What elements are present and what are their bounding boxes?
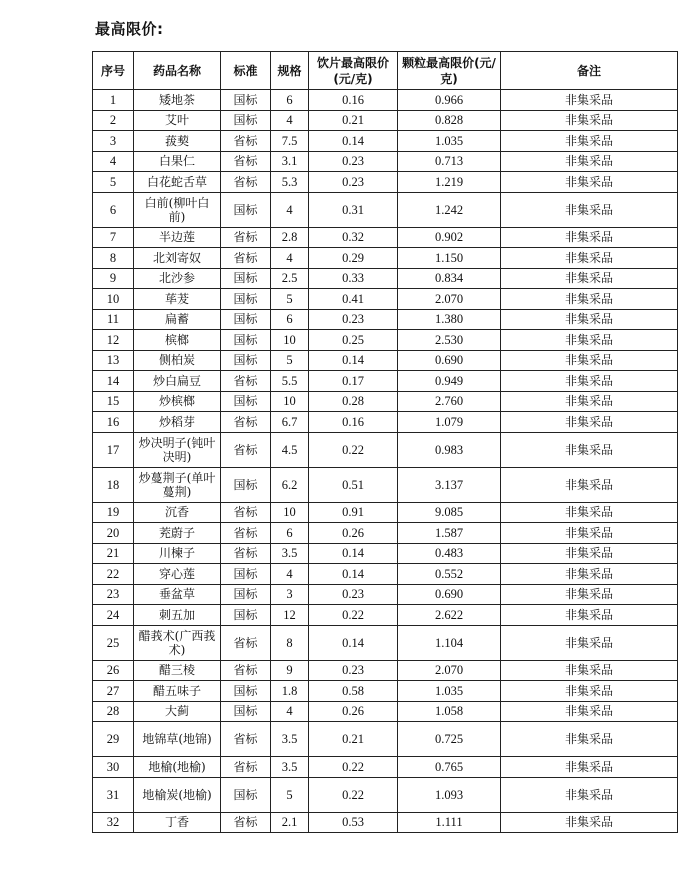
cell-standard: 省标 bbox=[221, 131, 271, 152]
table-row bbox=[93, 330, 678, 351]
table-row bbox=[93, 812, 678, 833]
cell-piece-price: 0.22 bbox=[309, 757, 398, 778]
cell-note: 非集采品 bbox=[501, 268, 678, 289]
table-row bbox=[93, 371, 678, 392]
cell-no: 10 bbox=[93, 289, 134, 310]
cell-standard: 国标 bbox=[221, 289, 271, 310]
cell-piece-price: 0.22 bbox=[309, 432, 398, 467]
cell-no: 26 bbox=[93, 660, 134, 681]
cell-name: 北沙参 bbox=[134, 268, 221, 289]
cell-piece-price: 0.16 bbox=[309, 90, 398, 111]
cell-name-text: 白前(柳叶白前) bbox=[144, 195, 210, 224]
cell-spec: 5 bbox=[271, 350, 309, 371]
cell-granule-price: 0.725 bbox=[398, 722, 501, 757]
cell-note: 非集采品 bbox=[501, 812, 678, 833]
cell-standard: 省标 bbox=[221, 543, 271, 564]
cell-name-text: 炒蔓荆子(单叶蔓荆) bbox=[138, 470, 216, 499]
cell-name: 北刘寄奴 bbox=[134, 248, 221, 269]
cell-name bbox=[134, 192, 221, 227]
cell-spec: 6.7 bbox=[271, 412, 309, 433]
table-row bbox=[93, 90, 678, 111]
cell-standard: 省标 bbox=[221, 371, 271, 392]
cell-standard: 国标 bbox=[221, 681, 271, 702]
cell-granule-price: 0.966 bbox=[398, 90, 501, 111]
cell-spec: 4 bbox=[271, 192, 309, 227]
cell-name: 大蓟 bbox=[134, 701, 221, 722]
cell-piece-price: 0.23 bbox=[309, 309, 398, 330]
cell-granule-price: 0.902 bbox=[398, 227, 501, 248]
cell-spec: 4 bbox=[271, 248, 309, 269]
cell-no: 20 bbox=[93, 523, 134, 544]
page-heading: 最高限价: bbox=[95, 20, 164, 38]
cell-no: 24 bbox=[93, 605, 134, 626]
cell-name: 扁蓄 bbox=[134, 309, 221, 330]
cell-standard: 国标 bbox=[221, 467, 271, 502]
header-note: 备注 bbox=[501, 52, 678, 90]
table-row bbox=[93, 467, 678, 502]
cell-spec: 8 bbox=[271, 625, 309, 660]
cell-piece-price: 0.28 bbox=[309, 391, 398, 412]
cell-no: 4 bbox=[93, 151, 134, 172]
cell-granule-price: 1.035 bbox=[398, 131, 501, 152]
cell-standard: 国标 bbox=[221, 330, 271, 351]
cell-spec: 2.1 bbox=[271, 812, 309, 833]
cell-granule-price: 1.035 bbox=[398, 681, 501, 702]
cell-piece-price: 0.33 bbox=[309, 268, 398, 289]
cell-piece-price: 0.22 bbox=[309, 605, 398, 626]
cell-name: 白花蛇舌草 bbox=[134, 172, 221, 193]
cell-spec: 10 bbox=[271, 330, 309, 351]
cell-no: 12 bbox=[93, 330, 134, 351]
cell-spec: 5 bbox=[271, 289, 309, 310]
cell-note: 非集采品 bbox=[501, 350, 678, 371]
cell-note: 非集采品 bbox=[501, 757, 678, 778]
cell-granule-price: 1.093 bbox=[398, 777, 501, 812]
cell-name: 炒稻芽 bbox=[134, 412, 221, 433]
cell-note: 非集采品 bbox=[501, 543, 678, 564]
table-row bbox=[93, 172, 678, 193]
cell-note: 非集采品 bbox=[501, 584, 678, 605]
cell-no: 17 bbox=[93, 432, 134, 467]
cell-name: 半边莲 bbox=[134, 227, 221, 248]
cell-note: 非集采品 bbox=[501, 192, 678, 227]
cell-no: 23 bbox=[93, 584, 134, 605]
cell-no: 3 bbox=[93, 131, 134, 152]
cell-standard: 国标 bbox=[221, 110, 271, 131]
cell-no: 5 bbox=[93, 172, 134, 193]
table-row bbox=[93, 391, 678, 412]
cell-spec: 3.5 bbox=[271, 543, 309, 564]
cell-standard: 省标 bbox=[221, 502, 271, 523]
cell-note: 非集采品 bbox=[501, 467, 678, 502]
cell-standard: 国标 bbox=[221, 605, 271, 626]
cell-note: 非集采品 bbox=[501, 777, 678, 812]
cell-no: 11 bbox=[93, 309, 134, 330]
cell-standard: 国标 bbox=[221, 350, 271, 371]
cell-note: 非集采品 bbox=[501, 412, 678, 433]
cell-spec: 3.1 bbox=[271, 151, 309, 172]
cell-no: 18 bbox=[93, 467, 134, 502]
table-row bbox=[93, 523, 678, 544]
cell-piece-price: 0.23 bbox=[309, 660, 398, 681]
table-row bbox=[93, 502, 678, 523]
cell-name: 地榆(地榆) bbox=[134, 757, 221, 778]
cell-standard: 省标 bbox=[221, 722, 271, 757]
cell-spec: 9 bbox=[271, 660, 309, 681]
cell-granule-price: 9.085 bbox=[398, 502, 501, 523]
cell-granule-price: 1.150 bbox=[398, 248, 501, 269]
cell-note: 非集采品 bbox=[501, 289, 678, 310]
table-row bbox=[93, 309, 678, 330]
cell-granule-price: 2.760 bbox=[398, 391, 501, 412]
cell-granule-price: 2.070 bbox=[398, 660, 501, 681]
cell-piece-price: 0.22 bbox=[309, 777, 398, 812]
cell-note: 非集采品 bbox=[501, 660, 678, 681]
cell-piece-price: 0.41 bbox=[309, 289, 398, 310]
cell-name: 刺五加 bbox=[134, 605, 221, 626]
cell-standard: 省标 bbox=[221, 523, 271, 544]
table-row bbox=[93, 432, 678, 467]
header-no: 序号 bbox=[93, 52, 134, 90]
cell-piece-price: 0.23 bbox=[309, 172, 398, 193]
cell-granule-price: 1.079 bbox=[398, 412, 501, 433]
table-body bbox=[93, 90, 678, 833]
cell-name: 菝葜 bbox=[134, 131, 221, 152]
cell-note: 非集采品 bbox=[501, 564, 678, 585]
cell-standard: 国标 bbox=[221, 564, 271, 585]
cell-granule-price: 0.834 bbox=[398, 268, 501, 289]
cell-piece-price: 0.14 bbox=[309, 543, 398, 564]
header-name: 药品名称 bbox=[134, 52, 221, 90]
header-piece-price: 饮片最高限价(元/克) bbox=[309, 52, 398, 90]
cell-no: 6 bbox=[93, 192, 134, 227]
cell-name: 荜茇 bbox=[134, 289, 221, 310]
cell-no: 31 bbox=[93, 777, 134, 812]
table-row bbox=[93, 701, 678, 722]
table-row bbox=[93, 192, 678, 227]
cell-granule-price: 1.111 bbox=[398, 812, 501, 833]
cell-note: 非集采品 bbox=[501, 131, 678, 152]
cell-piece-price: 0.14 bbox=[309, 350, 398, 371]
cell-note: 非集采品 bbox=[501, 371, 678, 392]
cell-standard: 省标 bbox=[221, 432, 271, 467]
cell-note: 非集采品 bbox=[501, 605, 678, 626]
cell-standard: 国标 bbox=[221, 391, 271, 412]
cell-no: 25 bbox=[93, 625, 134, 660]
cell-no: 14 bbox=[93, 371, 134, 392]
cell-name: 茺蔚子 bbox=[134, 523, 221, 544]
cell-granule-price: 1.219 bbox=[398, 172, 501, 193]
cell-standard: 省标 bbox=[221, 248, 271, 269]
cell-no: 27 bbox=[93, 681, 134, 702]
cell-spec: 10 bbox=[271, 502, 309, 523]
table-row bbox=[93, 350, 678, 371]
cell-granule-price: 1.104 bbox=[398, 625, 501, 660]
cell-standard: 省标 bbox=[221, 757, 271, 778]
table-row bbox=[93, 777, 678, 812]
cell-note: 非集采品 bbox=[501, 722, 678, 757]
cell-note: 非集采品 bbox=[501, 110, 678, 131]
table-row bbox=[93, 412, 678, 433]
cell-standard: 国标 bbox=[221, 90, 271, 111]
cell-standard: 省标 bbox=[221, 151, 271, 172]
cell-name: 炒白扁豆 bbox=[134, 371, 221, 392]
cell-no: 13 bbox=[93, 350, 134, 371]
cell-note: 非集采品 bbox=[501, 151, 678, 172]
cell-spec: 1.8 bbox=[271, 681, 309, 702]
cell-note: 非集采品 bbox=[501, 248, 678, 269]
table-row bbox=[93, 625, 678, 660]
cell-spec: 3 bbox=[271, 584, 309, 605]
cell-spec: 10 bbox=[271, 391, 309, 412]
cell-spec: 5 bbox=[271, 777, 309, 812]
cell-spec: 2.8 bbox=[271, 227, 309, 248]
table-row bbox=[93, 110, 678, 131]
cell-note: 非集采品 bbox=[501, 330, 678, 351]
table-row bbox=[93, 681, 678, 702]
cell-spec: 7.5 bbox=[271, 131, 309, 152]
table-row bbox=[93, 268, 678, 289]
cell-name-text: 地榆炭(地榆) bbox=[142, 787, 212, 802]
cell-note: 非集采品 bbox=[501, 625, 678, 660]
cell-piece-price: 0.16 bbox=[309, 412, 398, 433]
cell-name: 丁香 bbox=[134, 812, 221, 833]
cell-spec: 5.3 bbox=[271, 172, 309, 193]
cell-piece-price: 0.23 bbox=[309, 584, 398, 605]
cell-name: 槟榔 bbox=[134, 330, 221, 351]
cell-spec: 4 bbox=[271, 110, 309, 131]
cell-granule-price: 2.530 bbox=[398, 330, 501, 351]
cell-name: 白果仁 bbox=[134, 151, 221, 172]
cell-piece-price: 0.17 bbox=[309, 371, 398, 392]
cell-piece-price: 0.23 bbox=[309, 151, 398, 172]
cell-no: 28 bbox=[93, 701, 134, 722]
cell-piece-price: 0.51 bbox=[309, 467, 398, 502]
cell-standard: 省标 bbox=[221, 660, 271, 681]
cell-no: 2 bbox=[93, 110, 134, 131]
cell-name bbox=[134, 467, 221, 502]
header-granule-price: 颗粒最高限价(元/克) bbox=[398, 52, 501, 90]
cell-spec: 4 bbox=[271, 701, 309, 722]
cell-note: 非集采品 bbox=[501, 432, 678, 467]
cell-standard: 国标 bbox=[221, 584, 271, 605]
table-row bbox=[93, 131, 678, 152]
cell-granule-price: 0.690 bbox=[398, 350, 501, 371]
cell-standard: 国标 bbox=[221, 701, 271, 722]
cell-name-text: 炒决明子(钝叶决明) bbox=[138, 435, 216, 464]
cell-spec: 6.2 bbox=[271, 467, 309, 502]
cell-spec: 4 bbox=[271, 564, 309, 585]
cell-granule-price: 0.949 bbox=[398, 371, 501, 392]
cell-spec: 5.5 bbox=[271, 371, 309, 392]
cell-name bbox=[134, 722, 221, 757]
cell-spec: 12 bbox=[271, 605, 309, 626]
cell-piece-price: 0.53 bbox=[309, 812, 398, 833]
cell-name-text: 醋莪术(广西莪术) bbox=[138, 628, 216, 657]
cell-piece-price: 0.91 bbox=[309, 502, 398, 523]
cell-granule-price: 2.070 bbox=[398, 289, 501, 310]
cell-spec: 3.5 bbox=[271, 722, 309, 757]
table-row bbox=[93, 543, 678, 564]
header-spec: 规格 bbox=[271, 52, 309, 90]
cell-granule-price: 0.765 bbox=[398, 757, 501, 778]
cell-name bbox=[134, 777, 221, 812]
cell-no: 30 bbox=[93, 757, 134, 778]
cell-name: 矮地茶 bbox=[134, 90, 221, 111]
cell-spec: 6 bbox=[271, 309, 309, 330]
header-standard: 标准 bbox=[221, 52, 271, 90]
cell-name: 醋三棱 bbox=[134, 660, 221, 681]
cell-no: 16 bbox=[93, 412, 134, 433]
cell-granule-price: 3.137 bbox=[398, 467, 501, 502]
cell-name bbox=[134, 432, 221, 467]
cell-note: 非集采品 bbox=[501, 502, 678, 523]
cell-name: 炒槟榔 bbox=[134, 391, 221, 412]
cell-name: 穿心莲 bbox=[134, 564, 221, 585]
cell-no: 15 bbox=[93, 391, 134, 412]
cell-spec: 2.5 bbox=[271, 268, 309, 289]
price-limit-table bbox=[92, 51, 678, 833]
cell-piece-price: 0.14 bbox=[309, 564, 398, 585]
cell-no: 29 bbox=[93, 722, 134, 757]
cell-note: 非集采品 bbox=[501, 90, 678, 111]
table-row bbox=[93, 289, 678, 310]
cell-no: 19 bbox=[93, 502, 134, 523]
cell-no: 7 bbox=[93, 227, 134, 248]
cell-no: 9 bbox=[93, 268, 134, 289]
cell-name bbox=[134, 625, 221, 660]
cell-granule-price: 0.483 bbox=[398, 543, 501, 564]
cell-standard: 国标 bbox=[221, 268, 271, 289]
cell-name: 沉香 bbox=[134, 502, 221, 523]
cell-name: 侧柏炭 bbox=[134, 350, 221, 371]
cell-standard: 省标 bbox=[221, 625, 271, 660]
cell-granule-price: 1.380 bbox=[398, 309, 501, 330]
cell-piece-price: 0.26 bbox=[309, 523, 398, 544]
cell-granule-price: 0.828 bbox=[398, 110, 501, 131]
cell-piece-price: 0.26 bbox=[309, 701, 398, 722]
cell-piece-price: 0.25 bbox=[309, 330, 398, 351]
cell-name: 垂盆草 bbox=[134, 584, 221, 605]
cell-piece-price: 0.58 bbox=[309, 681, 398, 702]
cell-granule-price: 0.552 bbox=[398, 564, 501, 585]
cell-name: 艾叶 bbox=[134, 110, 221, 131]
cell-granule-price: 0.983 bbox=[398, 432, 501, 467]
table-row bbox=[93, 227, 678, 248]
cell-note: 非集采品 bbox=[501, 523, 678, 544]
cell-granule-price: 0.713 bbox=[398, 151, 501, 172]
cell-standard: 省标 bbox=[221, 812, 271, 833]
cell-piece-price: 0.29 bbox=[309, 248, 398, 269]
cell-no: 32 bbox=[93, 812, 134, 833]
cell-name: 醋五味子 bbox=[134, 681, 221, 702]
cell-note: 非集采品 bbox=[501, 227, 678, 248]
cell-no: 21 bbox=[93, 543, 134, 564]
cell-no: 8 bbox=[93, 248, 134, 269]
cell-note: 非集采品 bbox=[501, 701, 678, 722]
cell-piece-price: 0.14 bbox=[309, 131, 398, 152]
table-row bbox=[93, 248, 678, 269]
table-header-row bbox=[93, 52, 678, 90]
cell-piece-price: 0.31 bbox=[309, 192, 398, 227]
cell-standard: 省标 bbox=[221, 227, 271, 248]
cell-no: 22 bbox=[93, 564, 134, 585]
cell-piece-price: 0.14 bbox=[309, 625, 398, 660]
cell-name-text: 地锦草(地锦) bbox=[142, 732, 212, 746]
cell-note: 非集采品 bbox=[501, 172, 678, 193]
table-row bbox=[93, 605, 678, 626]
cell-granule-price: 1.242 bbox=[398, 192, 501, 227]
table-row bbox=[93, 564, 678, 585]
cell-standard: 省标 bbox=[221, 412, 271, 433]
cell-piece-price: 0.21 bbox=[309, 110, 398, 131]
cell-standard: 国标 bbox=[221, 192, 271, 227]
cell-piece-price: 0.21 bbox=[309, 722, 398, 757]
cell-granule-price: 1.058 bbox=[398, 701, 501, 722]
cell-granule-price: 2.622 bbox=[398, 605, 501, 626]
table-row bbox=[93, 722, 678, 757]
cell-piece-price: 0.32 bbox=[309, 227, 398, 248]
cell-note: 非集采品 bbox=[501, 681, 678, 702]
table-row bbox=[93, 584, 678, 605]
table-row bbox=[93, 660, 678, 681]
cell-standard: 省标 bbox=[221, 172, 271, 193]
cell-granule-price: 1.587 bbox=[398, 523, 501, 544]
cell-spec: 6 bbox=[271, 90, 309, 111]
cell-spec: 6 bbox=[271, 523, 309, 544]
table-row bbox=[93, 757, 678, 778]
cell-spec: 4.5 bbox=[271, 432, 309, 467]
cell-spec: 3.5 bbox=[271, 757, 309, 778]
cell-no: 1 bbox=[93, 90, 134, 111]
cell-name: 川楝子 bbox=[134, 543, 221, 564]
cell-standard: 国标 bbox=[221, 777, 271, 812]
cell-note: 非集采品 bbox=[501, 391, 678, 412]
cell-note: 非集采品 bbox=[501, 309, 678, 330]
cell-standard: 国标 bbox=[221, 309, 271, 330]
table-row bbox=[93, 151, 678, 172]
cell-granule-price: 0.690 bbox=[398, 584, 501, 605]
